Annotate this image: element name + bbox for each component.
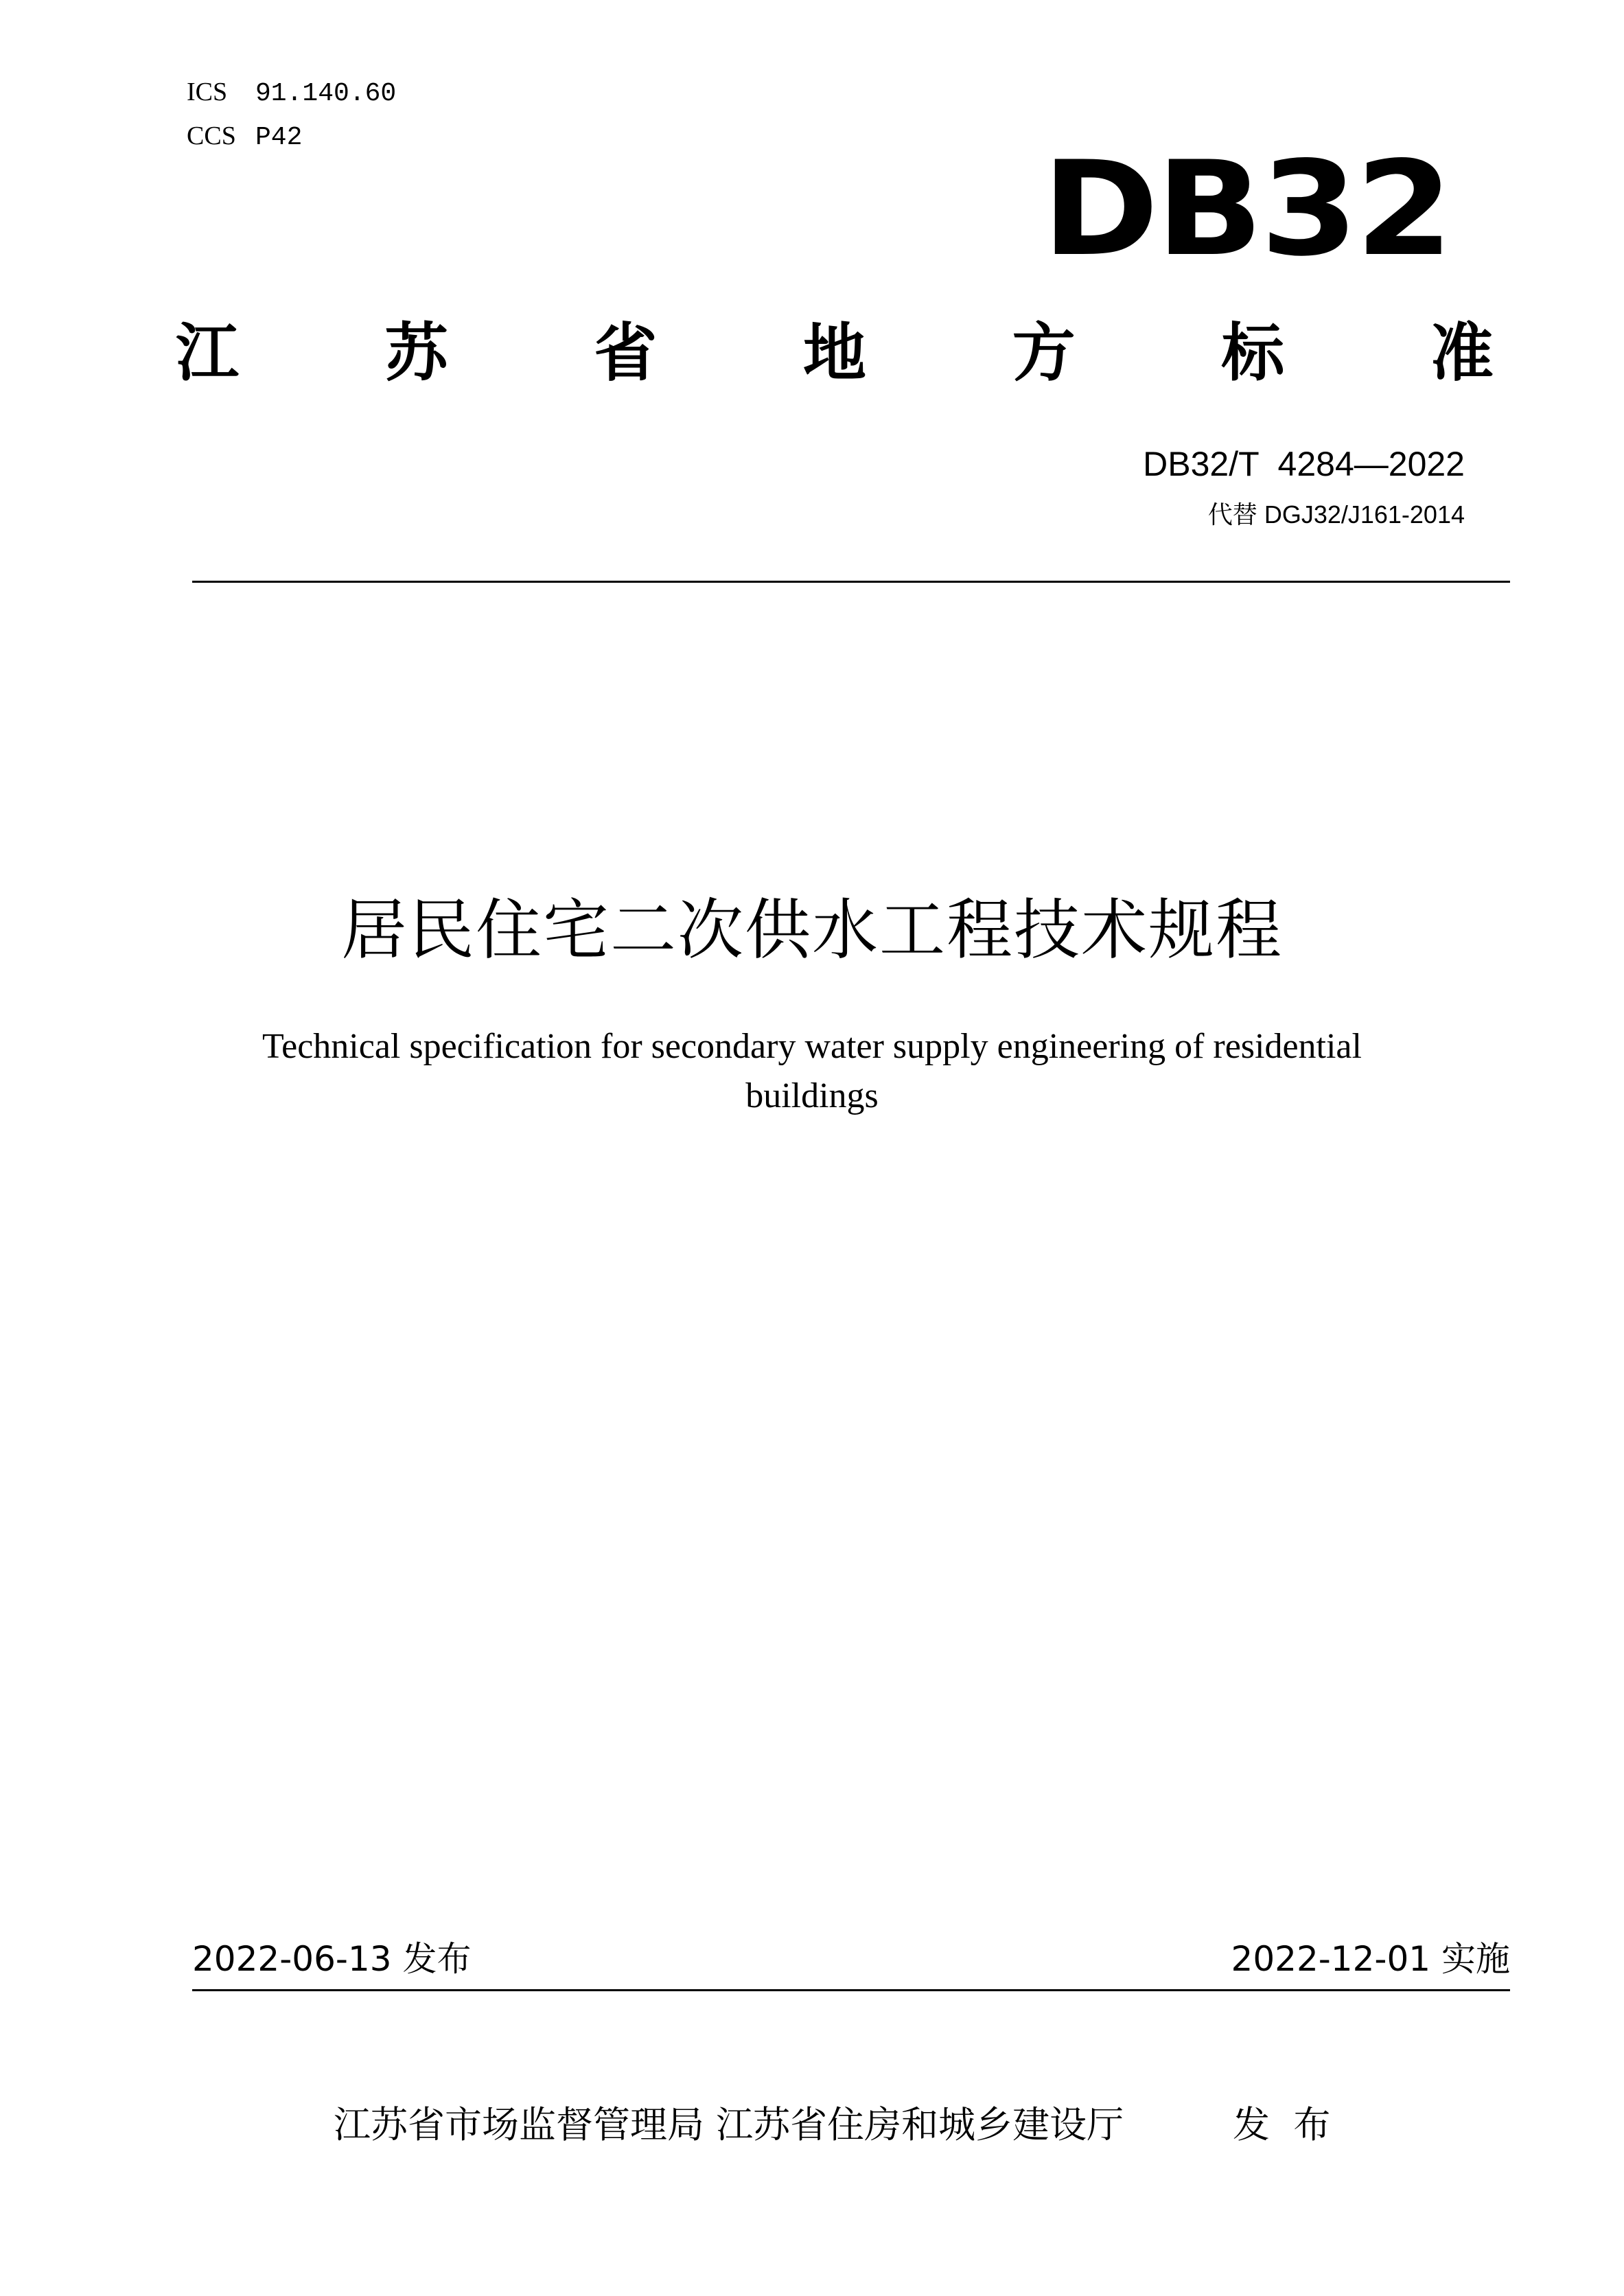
ics-line bbox=[187, 77, 396, 109]
ics-value: 91.140.60 bbox=[255, 79, 397, 108]
ccs-value: P42 bbox=[255, 123, 303, 152]
issue-word: 发 布 bbox=[1233, 2103, 1331, 2146]
standard-number: DB32/T 4284—2022 bbox=[1143, 445, 1465, 483]
db-logo: DB32 bbox=[1042, 133, 1451, 285]
document-title-en-line1: Technical specification for secondary water supply engineering of residential bbox=[262, 1027, 1362, 1066]
issuing-authorities: 江苏省市场监督管理局 江苏省住房和城乡建设厅 bbox=[334, 2103, 1124, 2146]
standard-type-char: 地 bbox=[802, 316, 866, 390]
implement-date: 2022-12-01 实施 bbox=[1231, 1939, 1510, 1979]
standard-type-char: 方 bbox=[1012, 316, 1076, 390]
ccs-line bbox=[187, 121, 302, 153]
standard-type-char: 准 bbox=[1430, 316, 1494, 390]
standard-type-char: 省 bbox=[594, 316, 658, 390]
document-title-zh: 居民住宅二次供水工程技术规程 bbox=[341, 892, 1283, 969]
standard-type-char: 标 bbox=[1221, 316, 1285, 390]
header-divider bbox=[192, 581, 1510, 583]
standard-type-heading bbox=[176, 316, 1494, 390]
ccs-label: CCS bbox=[187, 121, 236, 150]
standard-type-char: 苏 bbox=[384, 316, 448, 390]
standard-type-char: 江 bbox=[176, 316, 240, 390]
publish-date: 2022-06-13 发布 bbox=[192, 1939, 472, 1979]
replaces-standard: 代替 DGJ32/J161-2014 bbox=[1207, 500, 1465, 529]
ics-label: ICS bbox=[187, 78, 228, 106]
footer-divider bbox=[192, 1989, 1510, 1991]
document-title-en-line2: buildings bbox=[745, 1076, 879, 1115]
